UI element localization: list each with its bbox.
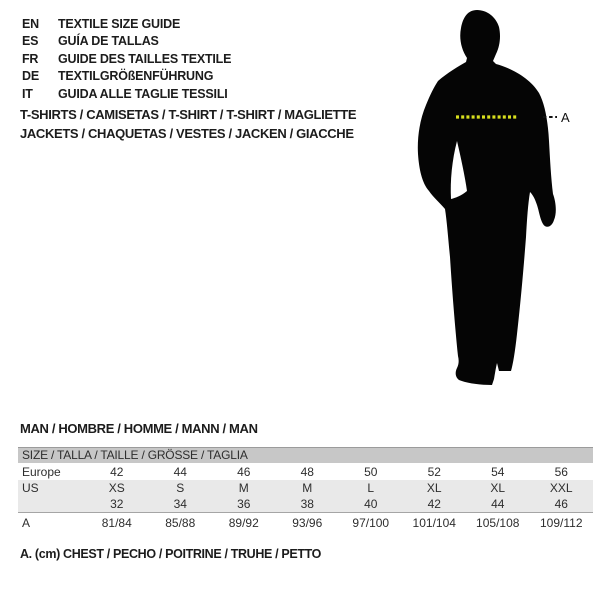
category-title	[20, 106, 356, 143]
table-row-numeric	[18, 496, 593, 512]
table-row-chest	[18, 512, 593, 532]
language-row	[22, 15, 231, 33]
size-cell: 38	[300, 497, 314, 511]
category-line-tshirts: T-SHIRTS / CAMISETAS / T-SHIRT / T-SHIRT / MAGLIETTE	[20, 107, 357, 122]
size-cell: 54	[491, 464, 505, 479]
size-cell: 48	[300, 464, 314, 479]
measurement-footnote: A. (cm) CHEST / PECHO / POITRINE / TRUHE / PETTO	[20, 547, 322, 561]
size-cell: S	[176, 481, 185, 495]
section-title: MAN / HOMBRE / HOMME / MANN / MAN	[20, 421, 258, 436]
row-label: A	[22, 515, 31, 530]
size-cell: 81/84	[101, 515, 132, 530]
size-cell: 85/88	[165, 515, 196, 530]
row-label: Europe	[22, 464, 61, 479]
size-cell: 46	[554, 497, 568, 511]
table-row-us	[18, 480, 593, 496]
size-table	[18, 447, 593, 532]
size-cell: 42	[427, 497, 441, 511]
size-cell: 42	[110, 464, 124, 479]
size-cell: 97/100	[352, 515, 390, 530]
language-row	[22, 68, 231, 86]
size-cell: 89/92	[228, 515, 259, 530]
measure-label-a: A	[561, 110, 570, 125]
size-cell: 44	[173, 464, 187, 479]
language-row	[22, 85, 231, 103]
size-cell: 32	[110, 497, 124, 511]
language-code: IT	[22, 86, 33, 101]
size-cell: M	[238, 481, 249, 495]
size-cell: L	[367, 481, 375, 495]
size-cell: XL	[490, 481, 506, 495]
table-row-europe	[18, 463, 593, 480]
category-line-jackets: JACKETS / CHAQUETAS / VESTES / JACKEN / GIACCHE	[20, 125, 354, 141]
language-label: TEXTILE SIZE GUIDE	[58, 16, 181, 31]
size-cell: 101/104	[412, 515, 456, 530]
size-cell: XXL	[549, 481, 573, 495]
language-row	[22, 50, 231, 68]
row-label: US	[22, 481, 39, 495]
size-cell: 50	[364, 464, 378, 479]
size-table-header: SIZE / TALLA / TAILLE / GRÖSSE / TAGLIA	[18, 448, 593, 463]
size-cell: 46	[237, 464, 251, 479]
language-code: DE	[22, 69, 39, 84]
size-cell: 52	[427, 464, 441, 479]
language-list	[22, 15, 231, 103]
size-cell: 44	[491, 497, 505, 511]
language-code: ES	[22, 34, 39, 49]
language-label: GUIDA ALLE TAGLIE TESSILI	[58, 86, 228, 101]
language-code: FR	[22, 51, 39, 66]
size-cell: 105/108	[476, 515, 520, 530]
size-cell: 109/112	[540, 515, 583, 530]
size-cell: XS	[108, 481, 125, 495]
language-label: TEXTILGRÖßENFÜHRUNG	[58, 69, 214, 84]
size-cell: 36	[237, 497, 251, 511]
language-label: GUÍA DE TALLAS	[58, 34, 159, 49]
man-silhouette	[418, 10, 556, 385]
man-silhouette-figure	[390, 0, 600, 400]
language-label: GUIDE DES TAILLES TEXTILE	[58, 51, 232, 66]
size-cell: 34	[173, 497, 187, 511]
language-row	[22, 33, 231, 51]
size-cell: 93/96	[292, 515, 323, 530]
size-cell: 40	[364, 497, 378, 511]
size-cell: XL	[426, 481, 442, 495]
size-cell: 56	[554, 464, 568, 479]
language-code: EN	[22, 16, 39, 31]
size-cell: M	[302, 481, 313, 495]
